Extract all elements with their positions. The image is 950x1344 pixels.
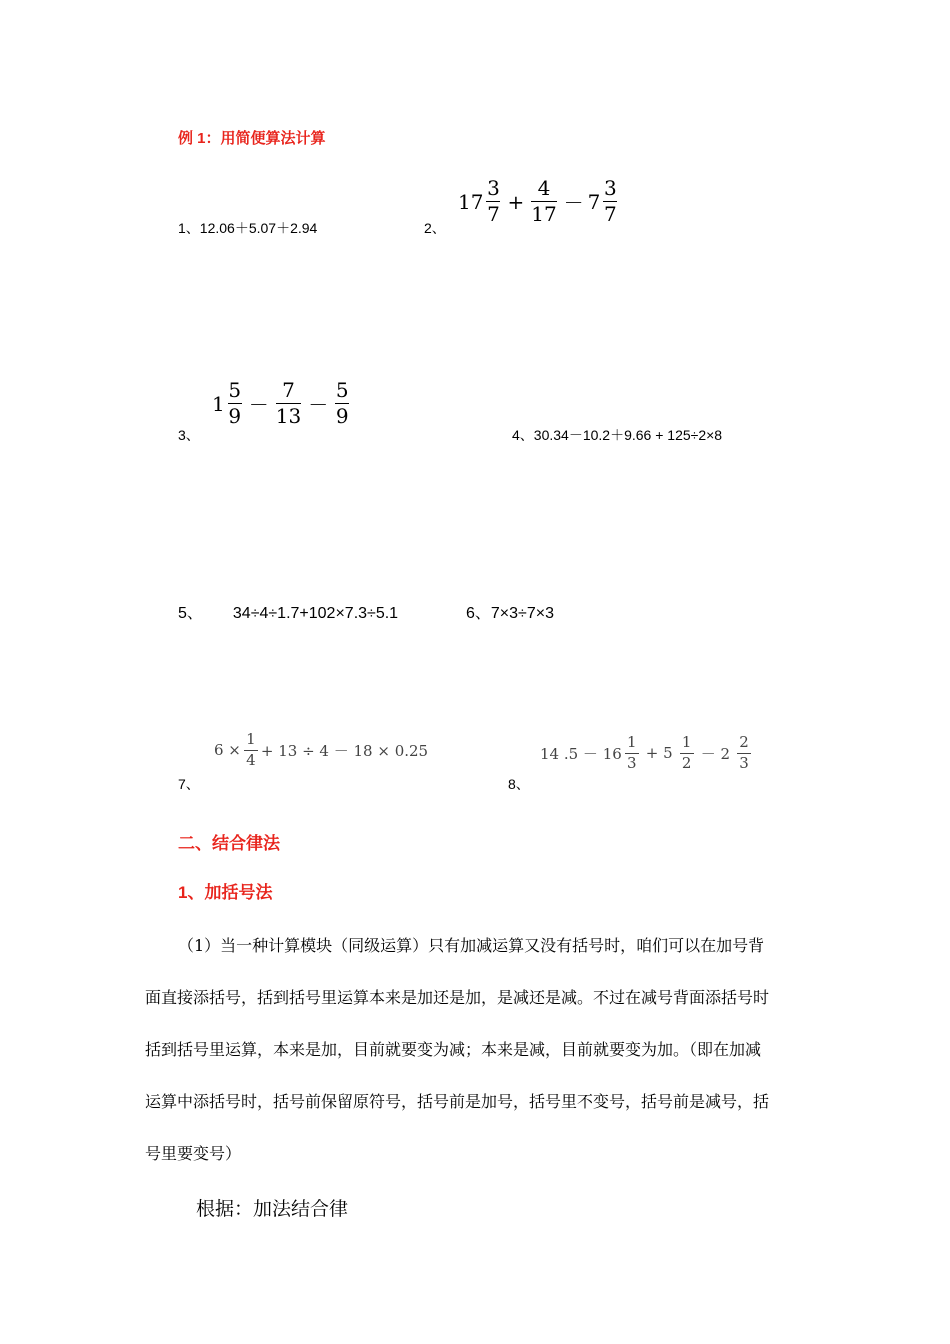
problem-8-number: 8、 — [508, 776, 530, 792]
operator: － 2 — [700, 744, 730, 763]
operator: － — [563, 191, 584, 215]
fraction: $\frac{7}{13}$ — [275, 378, 302, 428]
fraction: $\frac{1}{4}$ — [244, 732, 258, 769]
problem-5 — [178, 600, 398, 623]
problem-number: 6、 — [466, 605, 491, 622]
fraction: $\frac{3}{7}$ — [487, 176, 500, 226]
example-heading: 例 1：用简便算法计算 — [178, 130, 326, 147]
problem-7-expression — [214, 732, 428, 769]
problem-expression: 30.34－10.2＋9.66 + 125÷2×8 — [533, 427, 723, 443]
fraction: $\frac{1}{2}$ — [680, 735, 694, 772]
problem-4 — [512, 425, 722, 445]
paragraph-line: （1）当一种计算模块（同级运算）只有加减运算又没有括号时，咱们可以在加号背 — [178, 936, 765, 955]
problem-6 — [466, 600, 554, 623]
fraction: $\frac{5}{9}$ — [335, 378, 349, 428]
problem-expression: 7×3÷7×3 — [490, 605, 554, 622]
fraction: $\frac{3}{7}$ — [604, 176, 617, 226]
problem-1 — [178, 218, 317, 238]
problem-3-expression — [212, 380, 352, 427]
problem-8-expression — [540, 735, 754, 772]
section-heading: 二、结合律法 — [178, 834, 280, 853]
operator: － — [248, 393, 269, 417]
whole-number: 17 — [458, 189, 484, 214]
expression-part: 6 × — [214, 741, 241, 760]
operator: + 5 — [645, 744, 673, 763]
paragraph-line: 括到括号里运算，本来是加，目前就要变为减；本来是减，目前就要变为加。（即在加减 — [145, 1040, 762, 1059]
fraction: $\frac{5}{9}$ — [228, 378, 242, 428]
problem-number: 5、 — [178, 605, 203, 622]
basis-text: 根据：加法结合律 — [196, 1198, 349, 1220]
expression-part: + 13 ÷ 4 － 18 × 0.25 — [260, 741, 429, 760]
whole-number: 7 — [587, 189, 601, 214]
problem-7-number: 7、 — [178, 776, 200, 792]
subsection-heading: 1、加括号法 — [178, 883, 273, 902]
fraction: $\frac{1}{3}$ — [625, 735, 639, 772]
problem-expression: 34÷4÷1.7+102×7.3÷5.1 — [232, 605, 399, 622]
operator: + — [507, 189, 525, 214]
problem-2-number: 2、 — [424, 220, 446, 236]
operator: － — [308, 393, 329, 417]
problem-number: 1、 — [178, 220, 200, 236]
paragraph-line: 运算中添括号时，括号前保留原符号，括号前是加号，括号里不变号，括号前是减号，括 — [145, 1092, 770, 1111]
problem-3-number: 3、 — [178, 427, 200, 443]
fraction: $\frac{4}{17}$ — [531, 176, 557, 226]
problem-number: 4、 — [512, 427, 534, 443]
paragraph-line: 面直接添括号，括到括号里运算本来是加还是加，是减还是减。不过在减号背面添括号时 — [145, 988, 770, 1007]
whole-number: 1 — [212, 391, 225, 416]
problem-2-expression — [458, 178, 620, 225]
paragraph-line: 号里要变号） — [145, 1144, 242, 1163]
fraction: $\frac{2}{3}$ — [737, 735, 751, 772]
expression-part: 14 .5 － 16 — [540, 744, 622, 763]
problem-expression: 12.06＋5.07＋2.94 — [199, 220, 318, 236]
